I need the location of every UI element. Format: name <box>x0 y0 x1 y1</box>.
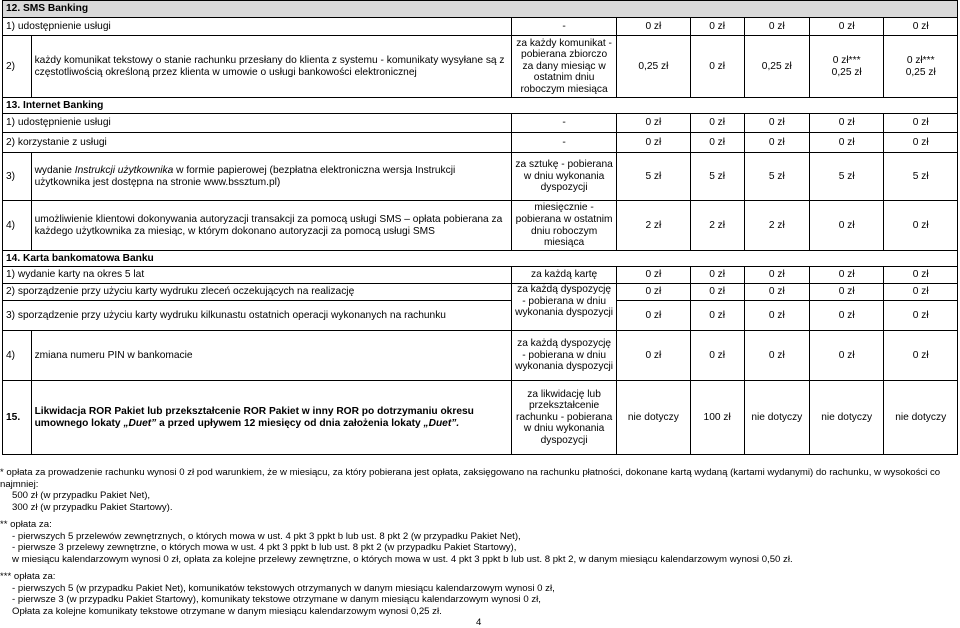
fee-value: 100 zł <box>690 381 744 455</box>
desc-text: w formie papierowej (bezpłatna elektroniczna wersja Instrukcji użytkownika jest dostępna na stronie www.bssztum.pl) <box>34 164 456 188</box>
table-row <box>3 381 958 455</box>
footnote: ** opłata za: <box>0 519 52 530</box>
fee-value: 0 zł <box>809 301 883 331</box>
desc-italic: Instrukcji użytkownika <box>74 164 174 176</box>
fee-value: 0 zł <box>690 331 744 381</box>
page-number: 4 <box>476 617 482 628</box>
fee-value: 5 zł <box>690 153 744 201</box>
fee-value: 0 zł*** 0,25 zł <box>884 36 958 98</box>
fee-value: 5 zł <box>884 153 958 201</box>
fee-value: 0 zł <box>884 301 958 331</box>
fee-basis: za każdy komunikat - pobierana zbiorczo za dany miesiąc w ostatnim dniu roboczym miesiąca <box>512 36 617 98</box>
footnote: * opłata za prowadzenie rachunku wynosi 0 zł pod warunkiem, że w miesiącu, za który pobierana jest opłata, zaksięgowano na rachunku płatności, dokonane kartą wydaną (kartami wydanymi) do rachunku, w wysokości co najmniej: <box>0 467 941 490</box>
fee-value: 0 zł <box>690 18 744 36</box>
footnote-line: - pierwsze 3 przelewy zewnętrzne, o których mowa w ust. 4 pkt 3 ppkt b lub ust. 8 pkt 2 (w przypadku Pakiet Startowy), <box>12 542 517 553</box>
fee-value: 0 zł <box>690 284 744 301</box>
section-header-sms <box>3 1 958 18</box>
section-title: 14. Karta bankomatowa Banku <box>3 251 958 267</box>
fee-value: 5 zł <box>744 153 809 201</box>
table-row <box>3 18 958 36</box>
fee-value: 0 zł <box>744 133 809 153</box>
fee-basis: - <box>512 18 617 36</box>
fee-value: 0 zł <box>884 331 958 381</box>
row-description: zmiana numeru PIN w bankomacie <box>31 331 512 381</box>
desc-italic: „Duet” <box>123 417 157 429</box>
fee-value: 0 zł <box>617 301 690 331</box>
fee-value: 0 zł*** 0,25 zł <box>809 36 883 98</box>
row-description <box>31 381 512 455</box>
table-row <box>3 267 958 284</box>
fee-value: 0 zł <box>884 201 958 251</box>
fee-basis: za każdą dyspozycję - pobierana w dniu wykonania dyspozycji <box>512 331 617 381</box>
section-header-internet <box>3 98 958 114</box>
footnote-line: - pierwsze 3 (w przypadku Pakiet Startowy), komunikaty tekstowe otrzymane w danym miesiącu kalendarzowym wynosi 0 zł, <box>12 594 541 605</box>
fee-value: nie dotyczy <box>884 381 958 455</box>
row-label: 2) korzystanie z usługi <box>3 133 512 153</box>
footnote-line: 300 zł (w przypadku Pakiet Startowy). <box>12 501 173 513</box>
fee-value: 0 zł <box>744 284 809 301</box>
fee-value: nie dotyczy <box>617 381 690 455</box>
section-header-card <box>3 251 958 267</box>
table-row <box>3 284 958 301</box>
row-label: 1) udostępnienie usługi <box>3 18 512 36</box>
table-row <box>3 201 958 251</box>
footnote-line: w miesiącu kalendarzowym wynosi 0 zł, opłata za kolejne przelewy zewnętrzne, o których mowa w ust. 4 pkt 3 ppkt b lub ust. 8 pkt 2, w danym miesiącu kalendarzowym wynosi 0,50 zł. <box>12 553 793 565</box>
fee-value: 0 zł <box>617 114 690 133</box>
fee-value: 0 zł <box>690 114 744 133</box>
fee-basis: za każdą dyspozycję - pobierana w dniu wykonania dyspozycji <box>512 284 617 331</box>
desc-italic: „Duet”. <box>423 417 460 429</box>
fee-basis: - <box>512 133 617 153</box>
fee-value: 0 zł <box>744 267 809 284</box>
fee-value: nie dotyczy <box>744 381 809 455</box>
row-label: 1) wydanie karty na okres 5 lat <box>3 267 512 284</box>
fee-value: 0 zł <box>884 267 958 284</box>
row-number: 2) <box>3 36 32 98</box>
fee-value: 2 zł <box>617 201 690 251</box>
fee-value: 0 zł <box>690 301 744 331</box>
fee-value: 0 zł <box>884 133 958 153</box>
fee-value: 0 zł <box>690 133 744 153</box>
fee-value: 0 zł <box>884 18 958 36</box>
table-row <box>3 114 958 133</box>
fee-value: 0 zł <box>617 133 690 153</box>
fee-basis: miesięcznie - pobierana w ostatnim dniu roboczym miesiąca <box>512 201 617 251</box>
footnote-line: Opłata za kolejne komunikaty tekstowe otrzymane w danym miesiącu kalendarzowym wynosi 0,25 zł. <box>12 605 442 617</box>
row-label: 2) sporządzenie przy użyciu karty wydruku zleceń oczekujących na realizację <box>3 284 512 301</box>
row-label: 1) udostępnienie usługi <box>3 114 512 133</box>
fee-value: 0 zł <box>884 284 958 301</box>
footnote-line: - pierwszych 5 przelewów zewnętrznych, o których mowa w ust. 4 pkt 3 ppkt b lub ust. 8 pkt 2 (w przypadku Pakiet Net), <box>12 530 521 542</box>
table-row <box>3 153 958 201</box>
table-row <box>3 331 958 381</box>
fee-value: 0 zł <box>809 331 883 381</box>
fee-value: 0 zł <box>617 18 690 36</box>
table-row <box>3 301 958 331</box>
fee-value: nie dotyczy <box>809 381 883 455</box>
fee-value: 0 zł <box>617 284 690 301</box>
fee-value: 0 zł <box>744 114 809 133</box>
row-description <box>31 153 512 201</box>
row-number: 15. <box>3 381 32 455</box>
fee-value: 0 zł <box>744 331 809 381</box>
footnotes <box>0 467 958 617</box>
fee-value: 0,25 zł <box>744 36 809 98</box>
footnote: *** opłata za: <box>0 571 56 582</box>
fee-value: 0 zł <box>690 36 744 98</box>
desc-text: a przed upływem 12 miesięcy od dnia założenia lokaty <box>156 417 424 429</box>
fee-value: 5 zł <box>617 153 690 201</box>
fee-table <box>2 0 958 455</box>
row-number: 4) <box>3 201 32 251</box>
fee-value: 5 zł <box>809 153 883 201</box>
row-number: 3) <box>3 153 32 201</box>
fee-value: 0 zł <box>744 301 809 331</box>
fee-basis: za każdą kartę <box>512 267 617 284</box>
fee-basis: - <box>512 114 617 133</box>
row-description: każdy komunikat tekstowy o stanie rachunku przesłany do klienta z systemu - komunikaty wysyłane są z częstotliwością określoną przez klienta w umowie o usługi bankowości elektronicznej <box>31 36 512 98</box>
fee-value: 2 zł <box>744 201 809 251</box>
fee-value: 2 zł <box>690 201 744 251</box>
desc-text: wydanie <box>34 164 75 176</box>
desc-text: Likwidacja ROR Pakiet lub przekształcenie ROR Pakiet w inny ROR po dotrzymaniu okresu umownego lokaty <box>34 405 474 429</box>
fee-value: 0 zł <box>809 133 883 153</box>
fee-value: 0 zł <box>617 267 690 284</box>
fee-value: 0 zł <box>744 18 809 36</box>
row-description: umożliwienie klientowi dokonywania autoryzacji transakcji za pomocą usługi SMS – opłata pobierana za każdego użytkownika za miesiąc, w którym dokonano autoryzacji za pomocą usługi SMS <box>31 201 512 251</box>
row-label: 3) sporządzenie przy użyciu karty wydruku kilkunastu ostatnich operacji wykonanych na rachunku <box>3 301 512 331</box>
table-row <box>3 133 958 153</box>
fee-value: 0 zł <box>690 267 744 284</box>
fee-value: 0 zł <box>884 114 958 133</box>
fee-value: 0 zł <box>809 114 883 133</box>
fee-value: 0 zł <box>617 331 690 381</box>
fee-value: 0 zł <box>809 18 883 36</box>
fee-value: 0 zł <box>809 284 883 301</box>
footnote-line: 500 zł (w przypadku Pakiet Net), <box>12 490 151 501</box>
fee-value: 0 zł <box>809 201 883 251</box>
section-title: 13. Internet Banking <box>3 98 958 114</box>
fee-value: 0 zł <box>809 267 883 284</box>
section-title: 12. SMS Banking <box>3 1 958 18</box>
fee-basis: za sztukę - pobierana w dniu wykonania dyspozycji <box>512 153 617 201</box>
fee-value: 0,25 zł <box>617 36 690 98</box>
fee-basis: za likwidację lub przekształcenie rachunku - pobierana w dniu wykonania dyspozycji <box>512 381 617 455</box>
row-number: 4) <box>3 331 32 381</box>
table-row <box>3 36 958 98</box>
footnote-line: - pierwszych 5 (w przypadku Pakiet Net), komunikatów tekstowych otrzymanych w danym miesiącu kalendarzowym wynosi 0 zł, <box>12 582 555 594</box>
